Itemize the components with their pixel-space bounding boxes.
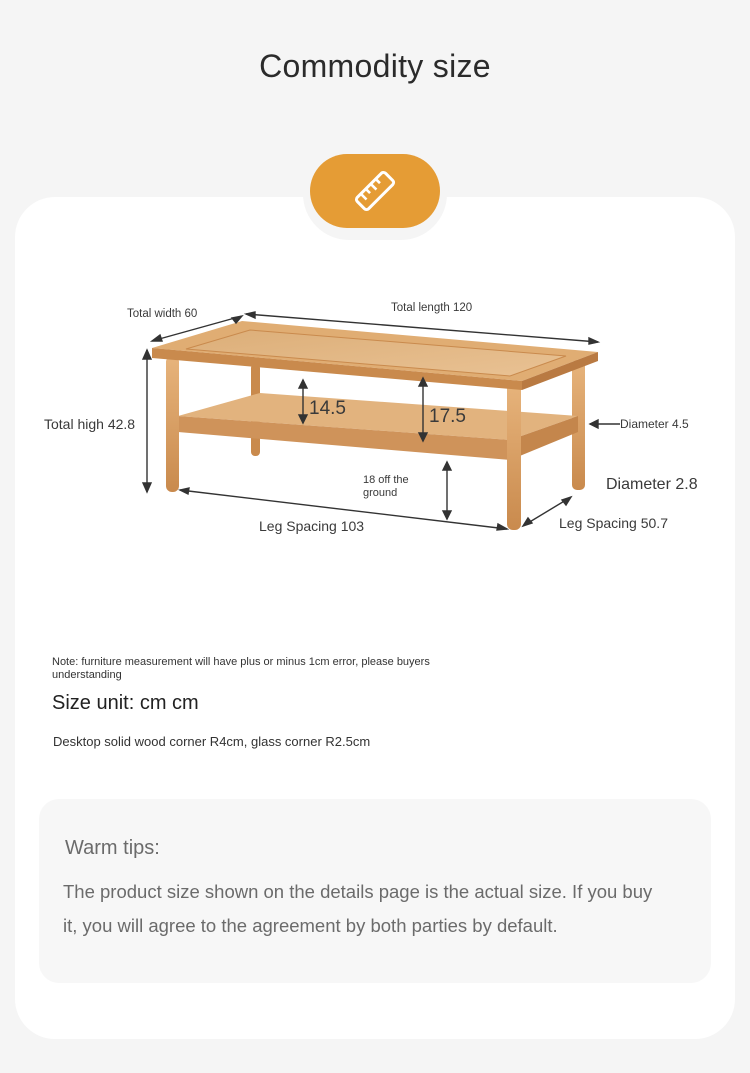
measurement-note: Note: furniture measurement will have plus or minus 1cm error, please buyers understanding: [52, 656, 430, 681]
leg-spacing-short-label: Leg Spacing 50.7: [559, 515, 668, 531]
total-length-label: Total length 120: [391, 302, 473, 314]
warm-tips-title: Warm tips:: [65, 837, 160, 859]
total-high-label: Total high 42.8: [44, 416, 136, 432]
upper-gap-label: 14.5: [309, 398, 346, 419]
front-left-leg: [166, 356, 179, 492]
corner-note: Desktop solid wood corner R4cm, glass corner R2.5cm: [53, 734, 371, 749]
leg-spacing-long-label: Leg Spacing 103: [259, 518, 365, 534]
diameter-bottom-label: Diameter 2.8: [606, 476, 698, 493]
size-unit: Size unit: cm cm: [52, 692, 199, 714]
off-ground-label-line1: 18 off the: [363, 474, 409, 486]
total-width-label: Total width 60: [127, 308, 198, 320]
lower-gap-label: 17.5: [429, 406, 466, 427]
warm-tips-body: The product size shown on the details page is the actual size. If you buy it, you will agree to the agreement by both parties by default.: [63, 881, 653, 936]
warm-tips-box: [39, 799, 711, 983]
diameter-top-label: Diameter 4.5: [620, 417, 689, 431]
page-title: Commodity size: [259, 48, 491, 84]
off-ground-label-line2: ground: [363, 487, 398, 499]
front-right-leg: [507, 382, 521, 530]
